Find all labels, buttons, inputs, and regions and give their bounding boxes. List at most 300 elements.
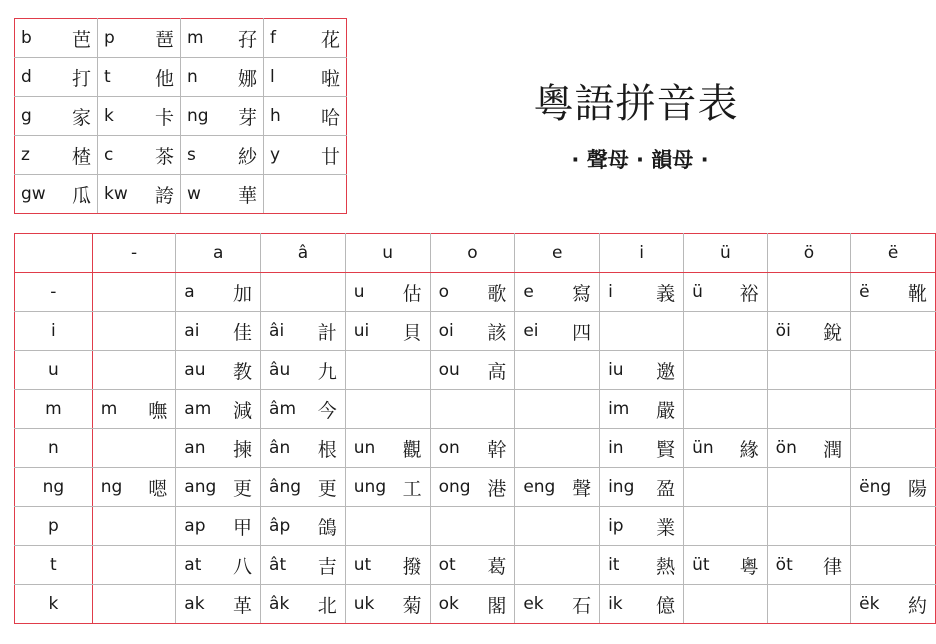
final-cell [261, 546, 346, 585]
final-cell [261, 312, 346, 351]
final-cell [684, 429, 768, 468]
romanization: öi [775, 321, 791, 341]
column-header: o [430, 234, 515, 273]
finals-row [15, 312, 936, 351]
romanization: c [104, 145, 114, 165]
romanization: f [270, 28, 276, 48]
final-cell [684, 507, 768, 546]
final-cell [261, 351, 346, 390]
example-character: 該 [487, 321, 507, 344]
romanization: ok [438, 594, 459, 614]
final-cell [600, 468, 684, 507]
finals-row [15, 273, 936, 312]
romanization: ëng [859, 477, 892, 497]
page-subtitle: · 聲母 · 韻母 · [571, 148, 709, 172]
final-cell [92, 390, 176, 429]
example-character: 緣 [739, 438, 759, 461]
final-cell [851, 507, 936, 546]
example-character: 粵 [739, 555, 759, 578]
final-cell [430, 468, 515, 507]
romanization: a [184, 282, 195, 302]
example-character: 歌 [487, 282, 507, 305]
example-character: 廿 [320, 145, 340, 168]
final-cell [176, 507, 261, 546]
finals-row [15, 429, 936, 468]
romanization: k [104, 106, 114, 126]
romanization: oi [438, 321, 454, 341]
final-cell [261, 585, 346, 624]
row-header-label: ng [42, 477, 65, 497]
final-cell [684, 351, 768, 390]
initial-cell [15, 19, 98, 58]
initial-cell [181, 136, 264, 175]
example-character: 孖 [237, 28, 257, 51]
column-header: e [515, 234, 600, 273]
final-cell [767, 585, 850, 624]
romanization: ek [523, 594, 544, 614]
romanization: o [438, 282, 449, 302]
final-cell [851, 429, 936, 468]
example-character: 甲 [233, 516, 253, 539]
final-cell [515, 546, 600, 585]
example-character: 盈 [656, 477, 676, 500]
page-title: 粵語拼音表 [533, 81, 739, 127]
final-cell [92, 273, 176, 312]
final-cell [92, 585, 176, 624]
final-cell [684, 273, 768, 312]
romanization: ü [692, 282, 703, 302]
initial-cell [181, 97, 264, 136]
example-character: 銳 [823, 321, 843, 344]
example-character: 紗 [237, 145, 257, 168]
romanization: uk [353, 594, 375, 614]
romanization: ip [608, 516, 624, 536]
example-character: 教 [233, 360, 253, 383]
romanization: z [21, 145, 30, 165]
initial-cell [15, 97, 98, 136]
finals-header-row [15, 234, 936, 273]
final-cell [345, 273, 430, 312]
example-character: 哈 [320, 106, 340, 129]
example-character: 觀 [402, 438, 422, 461]
romanization: on [438, 438, 460, 458]
final-cell [515, 312, 600, 351]
final-cell [515, 390, 600, 429]
example-character: 幹 [487, 438, 507, 461]
column-header: ü [684, 234, 768, 273]
example-character: 鴿 [317, 516, 337, 539]
romanization: ung [353, 477, 387, 497]
row-header-label: m [45, 399, 62, 419]
final-cell [176, 585, 261, 624]
final-cell [92, 546, 176, 585]
romanization: âp [269, 516, 291, 536]
initial-cell [264, 58, 347, 97]
row-header [15, 429, 93, 468]
example-character: 他 [154, 67, 174, 90]
final-cell [92, 312, 176, 351]
row-header [15, 312, 93, 351]
romanization: âi [269, 321, 285, 341]
example-character: 揀 [233, 438, 253, 461]
romanization: au [184, 360, 206, 380]
row-header-label: u [47, 360, 59, 380]
column-header: - [92, 234, 176, 273]
romanization: b [21, 28, 32, 48]
final-cell [767, 312, 850, 351]
example-character: 華 [237, 184, 257, 207]
final-cell [176, 312, 261, 351]
initial-cell [15, 175, 98, 214]
example-character: 茶 [154, 145, 174, 168]
romanization: ong [438, 477, 471, 497]
example-character: 楂 [71, 145, 91, 168]
example-character: 葛 [487, 555, 507, 578]
finals-row [15, 507, 936, 546]
initials-table [14, 18, 347, 214]
initial-cell [15, 58, 98, 97]
example-character: 啦 [320, 67, 340, 90]
romanization: ou [438, 360, 460, 380]
romanization: at [184, 555, 202, 575]
column-header: ö [767, 234, 850, 273]
row-header [15, 546, 93, 585]
example-character: 高 [487, 360, 507, 383]
final-cell [430, 312, 515, 351]
romanization: ui [353, 321, 370, 341]
final-cell [515, 273, 600, 312]
example-character: 加 [233, 282, 253, 305]
final-cell [92, 351, 176, 390]
example-character: 港 [487, 477, 507, 500]
example-character: 花 [320, 28, 340, 51]
final-cell [430, 585, 515, 624]
example-character: 裕 [739, 282, 759, 305]
final-cell [684, 468, 768, 507]
final-cell [767, 273, 850, 312]
example-character: 閣 [487, 594, 507, 617]
romanization: un [353, 438, 376, 458]
final-cell [600, 585, 684, 624]
initial-cell [264, 19, 347, 58]
romanization: ak [184, 594, 205, 614]
example-character: 寫 [572, 282, 592, 305]
final-cell [600, 390, 684, 429]
final-cell [600, 312, 684, 351]
romanization: ot [438, 555, 456, 575]
row-header-label: - [50, 282, 57, 302]
romanization: in [608, 438, 624, 458]
example-character: 九 [317, 360, 337, 383]
final-cell [684, 546, 768, 585]
final-cell [600, 351, 684, 390]
example-character: 億 [656, 594, 676, 617]
final-cell [345, 585, 430, 624]
final-cell [176, 390, 261, 429]
finals-table [14, 233, 936, 624]
final-cell [851, 390, 936, 429]
romanization: gw [21, 184, 46, 204]
column-header: ë [851, 234, 936, 273]
column-header: u [345, 234, 430, 273]
example-character: 陽 [907, 477, 927, 500]
row-header-label: p [47, 516, 59, 536]
row-header-label: k [48, 594, 59, 614]
initial-cell [181, 58, 264, 97]
example-character: 賢 [656, 438, 676, 461]
initial-cell [98, 58, 181, 97]
final-cell [176, 351, 261, 390]
example-character: 靴 [907, 282, 927, 305]
romanization: ap [184, 516, 206, 536]
example-character: 佳 [233, 321, 253, 344]
romanization: ng [187, 106, 209, 126]
row-header [15, 507, 93, 546]
romanization: m [187, 28, 204, 48]
final-cell [345, 429, 430, 468]
romanization: m [100, 399, 118, 419]
final-cell [176, 546, 261, 585]
example-character: 琶 [154, 28, 174, 51]
romanization: w [187, 184, 201, 204]
romanization: p [104, 28, 115, 48]
final-cell [767, 429, 850, 468]
final-cell [345, 507, 430, 546]
romanization: e [523, 282, 534, 302]
finals-row [15, 468, 936, 507]
final-cell [176, 468, 261, 507]
final-cell [345, 468, 430, 507]
column-header: i [600, 234, 684, 273]
romanization: y [270, 145, 281, 165]
initial-cell [15, 136, 98, 175]
final-cell [430, 351, 515, 390]
initials-row [15, 97, 347, 136]
example-character: 潤 [823, 438, 843, 461]
final-cell [261, 429, 346, 468]
final-cell [851, 312, 936, 351]
example-character: 更 [317, 477, 337, 500]
example-character: 計 [317, 321, 337, 344]
initial-cell [264, 175, 347, 214]
example-character: 估 [402, 282, 422, 305]
example-character: 減 [233, 399, 253, 422]
romanization: g [21, 106, 32, 126]
example-character: 娜 [237, 67, 257, 90]
example-character: 貝 [402, 321, 422, 344]
example-character: 瓜 [71, 184, 91, 207]
final-cell [851, 546, 936, 585]
romanization: âm [269, 399, 297, 419]
final-cell [261, 390, 346, 429]
initial-cell [181, 19, 264, 58]
example-character: 義 [656, 282, 676, 305]
final-cell [684, 312, 768, 351]
initial-cell [264, 97, 347, 136]
final-cell [767, 507, 850, 546]
example-character: 律 [823, 555, 843, 578]
romanization: u [353, 282, 365, 302]
final-cell [851, 273, 936, 312]
row-header [15, 273, 93, 312]
romanization: h [270, 106, 281, 126]
romanization: âng [269, 477, 302, 497]
final-cell [767, 468, 850, 507]
final-cell [684, 585, 768, 624]
initial-cell [98, 19, 181, 58]
romanization: ün [692, 438, 714, 458]
row-header-label: n [47, 438, 59, 458]
finals-row [15, 390, 936, 429]
finals-row [15, 351, 936, 390]
romanization: ng [100, 477, 123, 497]
romanization: an [184, 438, 206, 458]
example-character: 八 [233, 555, 253, 578]
final-cell [851, 468, 936, 507]
final-cell [345, 351, 430, 390]
romanization: âk [269, 594, 290, 614]
final-cell [600, 273, 684, 312]
example-character: 業 [656, 516, 676, 539]
romanization: ai [184, 321, 200, 341]
final-cell [851, 351, 936, 390]
romanization: am [184, 399, 212, 419]
final-cell [515, 468, 600, 507]
romanization: eng [523, 477, 556, 497]
romanization: ei [523, 321, 539, 341]
initials-row [15, 175, 347, 214]
romanization: s [187, 145, 196, 165]
final-cell [261, 507, 346, 546]
row-header [15, 351, 93, 390]
initial-cell [98, 175, 181, 214]
row-header [15, 390, 93, 429]
romanization: n [187, 67, 198, 87]
final-cell [176, 273, 261, 312]
example-character: 嗯 [148, 477, 168, 500]
initials-row [15, 136, 347, 175]
romanization: üt [692, 555, 710, 575]
final-cell [92, 507, 176, 546]
romanization: öt [775, 555, 793, 575]
final-cell [515, 429, 600, 468]
initials-row [15, 58, 347, 97]
example-character: 芭 [71, 28, 91, 51]
final-cell [515, 585, 600, 624]
romanization: ut [353, 555, 372, 575]
example-character: 嚴 [656, 399, 676, 422]
romanization: âu [269, 360, 291, 380]
example-character: 打 [71, 67, 91, 90]
example-character: 誇 [154, 184, 174, 207]
column-header [15, 234, 93, 273]
final-cell [261, 468, 346, 507]
romanization: im [608, 399, 630, 419]
final-cell [767, 546, 850, 585]
example-character: 四 [572, 321, 592, 344]
final-cell [92, 468, 176, 507]
final-cell [430, 273, 515, 312]
final-cell [600, 429, 684, 468]
romanization: ang [184, 477, 217, 497]
example-character: 嘸 [148, 399, 168, 422]
romanization: l [270, 67, 275, 87]
example-character: 革 [233, 594, 253, 617]
initial-cell [181, 175, 264, 214]
romanization: ik [608, 594, 623, 614]
romanization: ât [269, 555, 287, 575]
row-header [15, 585, 93, 624]
final-cell [430, 546, 515, 585]
romanization: ân [269, 438, 291, 458]
romanization: d [21, 67, 32, 87]
romanization: ön [775, 438, 797, 458]
romanization: kw [104, 184, 128, 204]
romanization: iu [608, 360, 624, 380]
column-header: a [176, 234, 261, 273]
example-character: 石 [572, 594, 592, 617]
final-cell [345, 312, 430, 351]
romanization: ing [608, 477, 635, 497]
example-character: 菊 [402, 594, 422, 617]
final-cell [767, 351, 850, 390]
final-cell [684, 390, 768, 429]
final-cell [176, 429, 261, 468]
example-character: 更 [233, 477, 253, 500]
example-character: 聲 [572, 477, 592, 500]
final-cell [92, 429, 176, 468]
romanization: i [608, 282, 613, 302]
romanization: it [608, 555, 620, 575]
finals-row [15, 585, 936, 624]
row-header-label: i [51, 321, 56, 341]
example-character: 家 [71, 106, 91, 129]
example-character: 根 [317, 438, 337, 461]
example-character: 工 [402, 477, 422, 500]
final-cell [767, 390, 850, 429]
romanization: ë [859, 282, 870, 302]
final-cell [345, 546, 430, 585]
example-character: 芽 [237, 106, 257, 129]
final-cell [345, 390, 430, 429]
row-header-label: t [50, 555, 57, 575]
final-cell [430, 390, 515, 429]
final-cell [430, 507, 515, 546]
column-header: â [261, 234, 346, 273]
example-character: 卡 [154, 106, 174, 129]
romanization: ëk [859, 594, 880, 614]
example-character: 熱 [656, 555, 676, 578]
example-character: 吉 [317, 555, 337, 578]
initial-cell [98, 136, 181, 175]
final-cell [851, 585, 936, 624]
final-cell [600, 546, 684, 585]
example-character: 邀 [656, 360, 676, 383]
initials-row [15, 19, 347, 58]
initial-cell [98, 97, 181, 136]
final-cell [515, 351, 600, 390]
initial-cell [264, 136, 347, 175]
example-character: 北 [317, 594, 337, 617]
row-header [15, 468, 93, 507]
final-cell [430, 429, 515, 468]
example-character: 撥 [402, 555, 422, 578]
final-cell [600, 507, 684, 546]
final-cell [515, 507, 600, 546]
example-character: 今 [317, 399, 337, 422]
finals-row [15, 546, 936, 585]
final-cell [261, 273, 346, 312]
